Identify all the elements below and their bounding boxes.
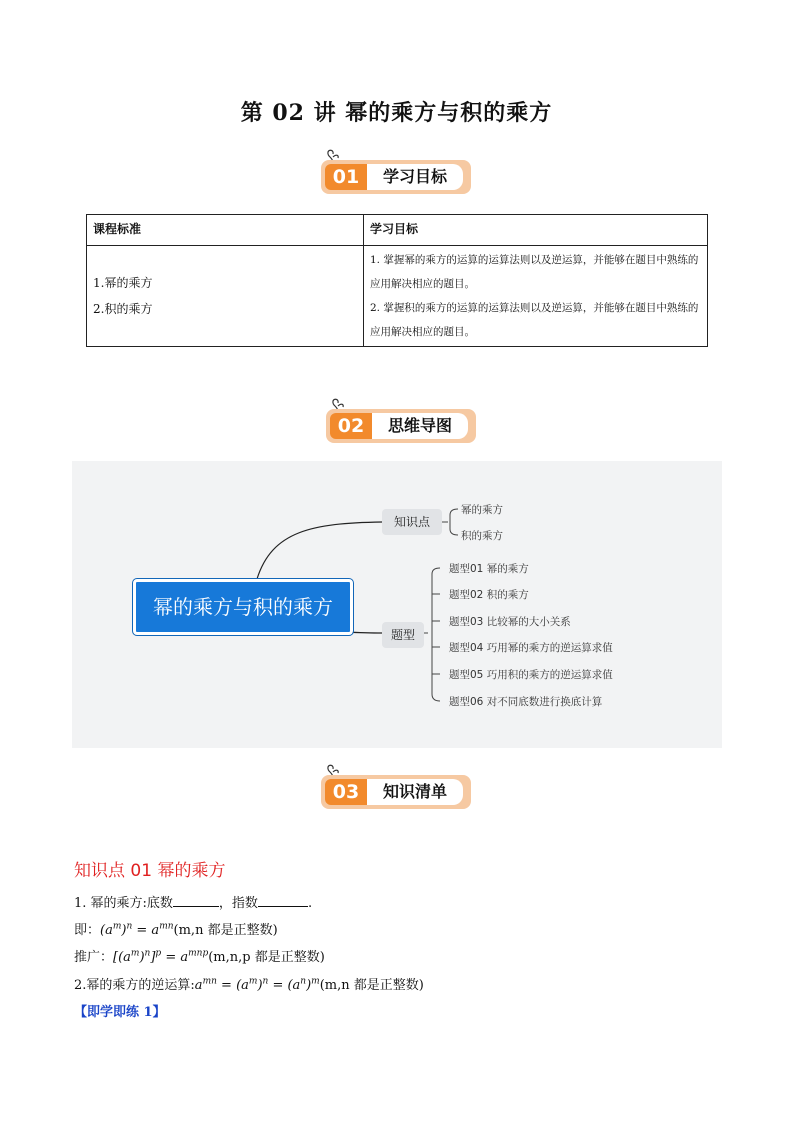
mind-map-branch-knowledge: 知识点 xyxy=(382,509,442,535)
fill-blank[interactable] xyxy=(173,893,219,907)
mind-map-leaf: 题型01 幂的乘方 xyxy=(449,563,529,575)
table-header-goal: 学习目标 xyxy=(364,215,708,246)
mind-map-leaf: 题型04 巧用幂的乘方的逆运算求值 xyxy=(449,642,613,654)
mind-map-branch-types: 题型 xyxy=(382,622,424,648)
formula: $(a^m)^n = a^{mn}$ xyxy=(100,921,174,938)
mind-map-leaf: 题型03 比较幂的大小关系 xyxy=(449,616,571,628)
goal-item: 2. 掌握积的乘方的运算的运算法则以及逆运算，并能够在题目中熟练的应用解决相应的题目。 xyxy=(370,302,699,338)
line-text: (m,n,p 都是正整数) xyxy=(208,950,325,965)
section-label: 学习目标 xyxy=(367,164,463,190)
line-text: (m,n 都是正整数) xyxy=(319,978,424,993)
formula: $a^{mn} = (a^m)^n = (a^n)^m$ xyxy=(194,976,320,993)
line-text: 即： xyxy=(74,923,101,938)
mind-map-leaf: 题型06 对不同底数进行换底计算 xyxy=(449,696,603,708)
goals-cell xyxy=(364,246,708,347)
line-text: 推广： xyxy=(74,950,114,965)
section-label: 知识清单 xyxy=(367,779,463,805)
section-number: 02 xyxy=(330,413,372,439)
formula: $[(a^m)^n]^p = a^{mnp}$ xyxy=(113,948,209,965)
knowledge-line-4 xyxy=(74,974,424,993)
knowledge-point-title: 知识点 01 幂的乘方 xyxy=(74,861,226,881)
mind-map-leaf: 题型05 巧用积的乘方的逆运算求值 xyxy=(449,669,613,681)
line-text: 1. 幂的乘方:底数 xyxy=(74,896,173,911)
knowledge-line-3 xyxy=(74,946,325,965)
standards-cell xyxy=(87,246,364,347)
line-text: ，指数 xyxy=(218,896,258,911)
goal-item: 1. 掌握幂的乘方的运算的运算法则以及逆运算，并能够在题目中熟练的应用解决相应的题目。 xyxy=(370,254,699,290)
line-text: . xyxy=(307,896,313,911)
mind-map-leaf: 积的乘方 xyxy=(461,530,503,542)
section-badge-02 xyxy=(326,401,476,443)
standard-item: 2.积的乘方 xyxy=(93,302,153,316)
knowledge-line-1 xyxy=(74,892,312,911)
knowledge-line-2 xyxy=(74,919,278,938)
mind-map-root: 幂的乘方与积的乘方 xyxy=(133,579,353,635)
line-text: 2.幂的乘方的逆运算: xyxy=(74,978,195,993)
objectives-table xyxy=(86,214,708,347)
mind-map-leaf: 题型02 积的乘方 xyxy=(449,589,529,601)
mind-map-leaf: 幂的乘方 xyxy=(461,504,503,516)
section-label: 思维导图 xyxy=(372,413,468,439)
table-header-standard: 课程标准 xyxy=(87,215,364,246)
fill-blank[interactable] xyxy=(258,893,308,907)
section-number: 03 xyxy=(325,779,367,805)
section-number: 01 xyxy=(325,164,367,190)
mind-map xyxy=(72,461,722,748)
section-badge-01 xyxy=(321,152,471,194)
line-text: (m,n 都是正整数) xyxy=(173,923,278,938)
page-title: 第 02 讲 幂的乘方与积的乘方 xyxy=(240,100,553,126)
practice-heading: 【即学即练 1】 xyxy=(74,1005,166,1020)
standard-item: 1.幂的乘方 xyxy=(93,276,153,290)
section-badge-03 xyxy=(321,767,471,809)
